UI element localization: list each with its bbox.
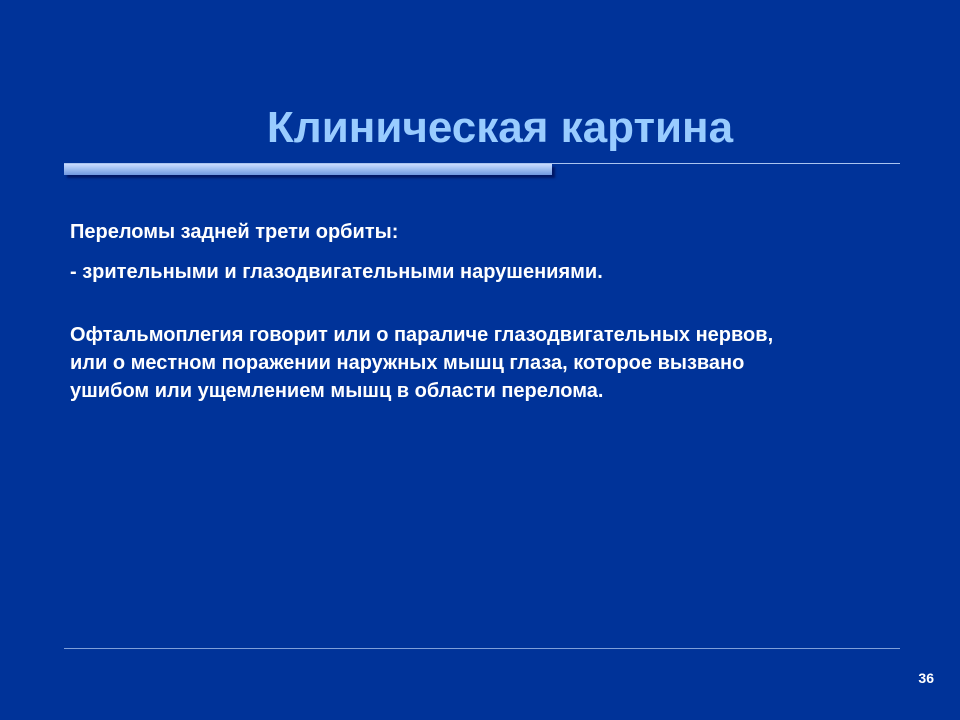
paragraph-fractures: Переломы задней трети орбиты: (70, 221, 399, 243)
title-underline-bar (64, 164, 552, 175)
footer-divider (64, 648, 900, 649)
page-number: 36 (918, 670, 934, 686)
paragraph-disorders: - зрительными и глазодвигательными нарушениями. (70, 261, 603, 283)
slide-title: Клиническая картина (266, 103, 734, 152)
slide-body (70, 218, 890, 405)
paragraph-ophthalmoplegia: Офтальмоплегия говорит или о параличе глазодвигательных нервов, или о местном поражении наружных мышц глаза, которое вызвано ушибом или ущемлением мышц в области перелома. (70, 324, 774, 402)
